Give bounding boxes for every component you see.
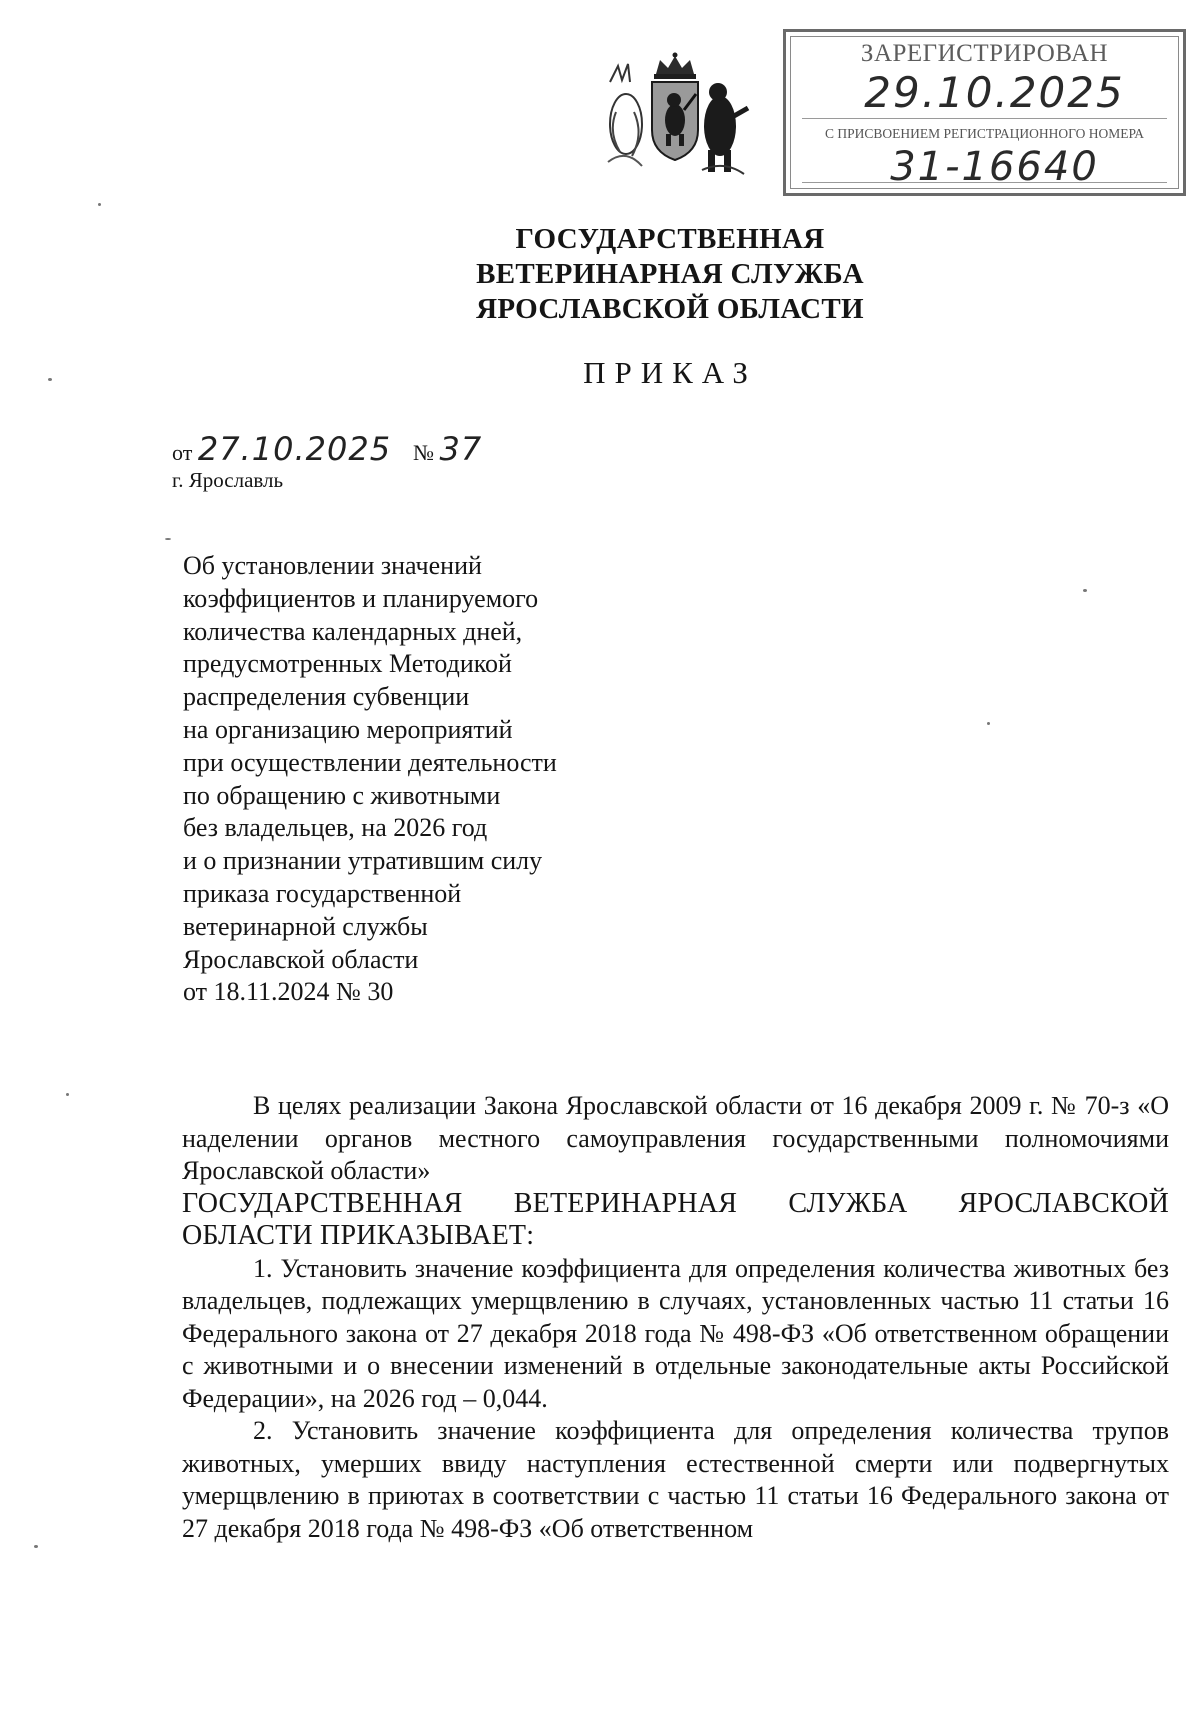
subject-line: и о признании утратившим силу xyxy=(183,846,543,876)
preamble-paragraph: В целях реализации Закона Ярославской области от 16 декабря 2009 г. № 70-з «О наделении органов местного самоуправления государственными полномочиями Ярославской области» xyxy=(182,1091,1169,1185)
subject-line: от 18.11.2024 № 30 xyxy=(183,977,394,1007)
scan-speck xyxy=(987,722,990,725)
registration-stamp xyxy=(783,29,1186,196)
stamp-date-handwritten: 29.10.2025 xyxy=(864,68,1125,117)
subject-line: по обращению с животными xyxy=(183,780,501,810)
stamp-registration-number-handwritten: 31-16640 xyxy=(890,144,1099,190)
subject-line: Об установлении значений xyxy=(183,551,482,580)
org-line: ГОСУДАРСТВЕННАЯ xyxy=(515,223,825,255)
order-number-handwritten: 37 xyxy=(439,430,483,468)
city-line: г. Ярославль xyxy=(172,468,284,492)
org-line: ЯРОСЛАВСКОЙ ОБЛАСТИ xyxy=(476,293,864,325)
subject-line: приказа государственной xyxy=(183,878,462,908)
scan-speck xyxy=(66,1093,69,1096)
subject-line: распределения субвенции xyxy=(183,682,470,712)
organization-name xyxy=(330,222,1010,327)
order-item-1: 1. Установить значение коэффициента для определения количества животных без владельцев, подлежащих умерщвлению в случаях, установленных частью 11 статьи 16 Федерального закона от 27 декабря 2018 года № 498-ФЗ «Об ответственном обращении с животными и о внесении изменений в отдельные законодательные акты Российской Федерации», на 2026 год – 0,044. xyxy=(182,1253,1169,1413)
subject-line: на организацию мероприятий xyxy=(183,714,513,744)
scan-speck xyxy=(98,203,101,206)
order-body xyxy=(182,1090,1169,1545)
subject-line: Ярославской области xyxy=(183,944,419,974)
order-date-handwritten: 27.10.2025 xyxy=(197,430,392,468)
order-item-2: 2. Установить значение коэффициента для определения количества трупов животных, умерших ввиду наступления естественной смерти или подвергнутых умерщвлению в приютах в соответствии с частью 11 статьи 16 Федерального закона от 27 декабря 2018 года № 498-ФЗ «Об ответственном xyxy=(182,1416,1169,1543)
subject-line: ветеринарной службы xyxy=(183,911,428,941)
scan-speck xyxy=(34,1545,38,1548)
order-date-number-line xyxy=(172,430,482,468)
stamp-subtitle: С ПРИСВОЕНИЕМ РЕГИСТРАЦИОННОГО НОМЕРА xyxy=(825,126,1144,141)
subject-line: предусмотренных Методикой xyxy=(183,649,512,679)
scan-speck xyxy=(1083,589,1087,592)
stamp-title: ЗАРЕГИСТРИРОВАН xyxy=(860,40,1109,67)
date-prefix: от xyxy=(172,440,193,465)
subject-line: без владельцев, на 2026 год xyxy=(183,813,488,843)
scan-speck xyxy=(165,538,171,540)
subject-line: при осуществлении деятельности xyxy=(183,747,557,777)
scan-speck xyxy=(48,378,52,381)
order-phrase: ГОСУДАРСТВЕННАЯ ВЕТЕРИНАРНАЯ СЛУЖБА ЯРОСЛАВСКОЙ ОБЛАСТИ ПРИКАЗЫВАЕТ: xyxy=(182,1187,1169,1251)
document-type-title: ПРИКАЗ xyxy=(583,355,757,390)
subject-line: коэффициентов и планируемого xyxy=(183,583,539,613)
org-line: ВЕТЕРИНАРНАЯ СЛУЖБА xyxy=(476,258,864,290)
subject-line: количества календарных дней, xyxy=(183,616,523,646)
number-prefix: № xyxy=(413,440,435,465)
order-subject xyxy=(183,550,663,1009)
coat-of-arms-emblem xyxy=(598,52,752,180)
